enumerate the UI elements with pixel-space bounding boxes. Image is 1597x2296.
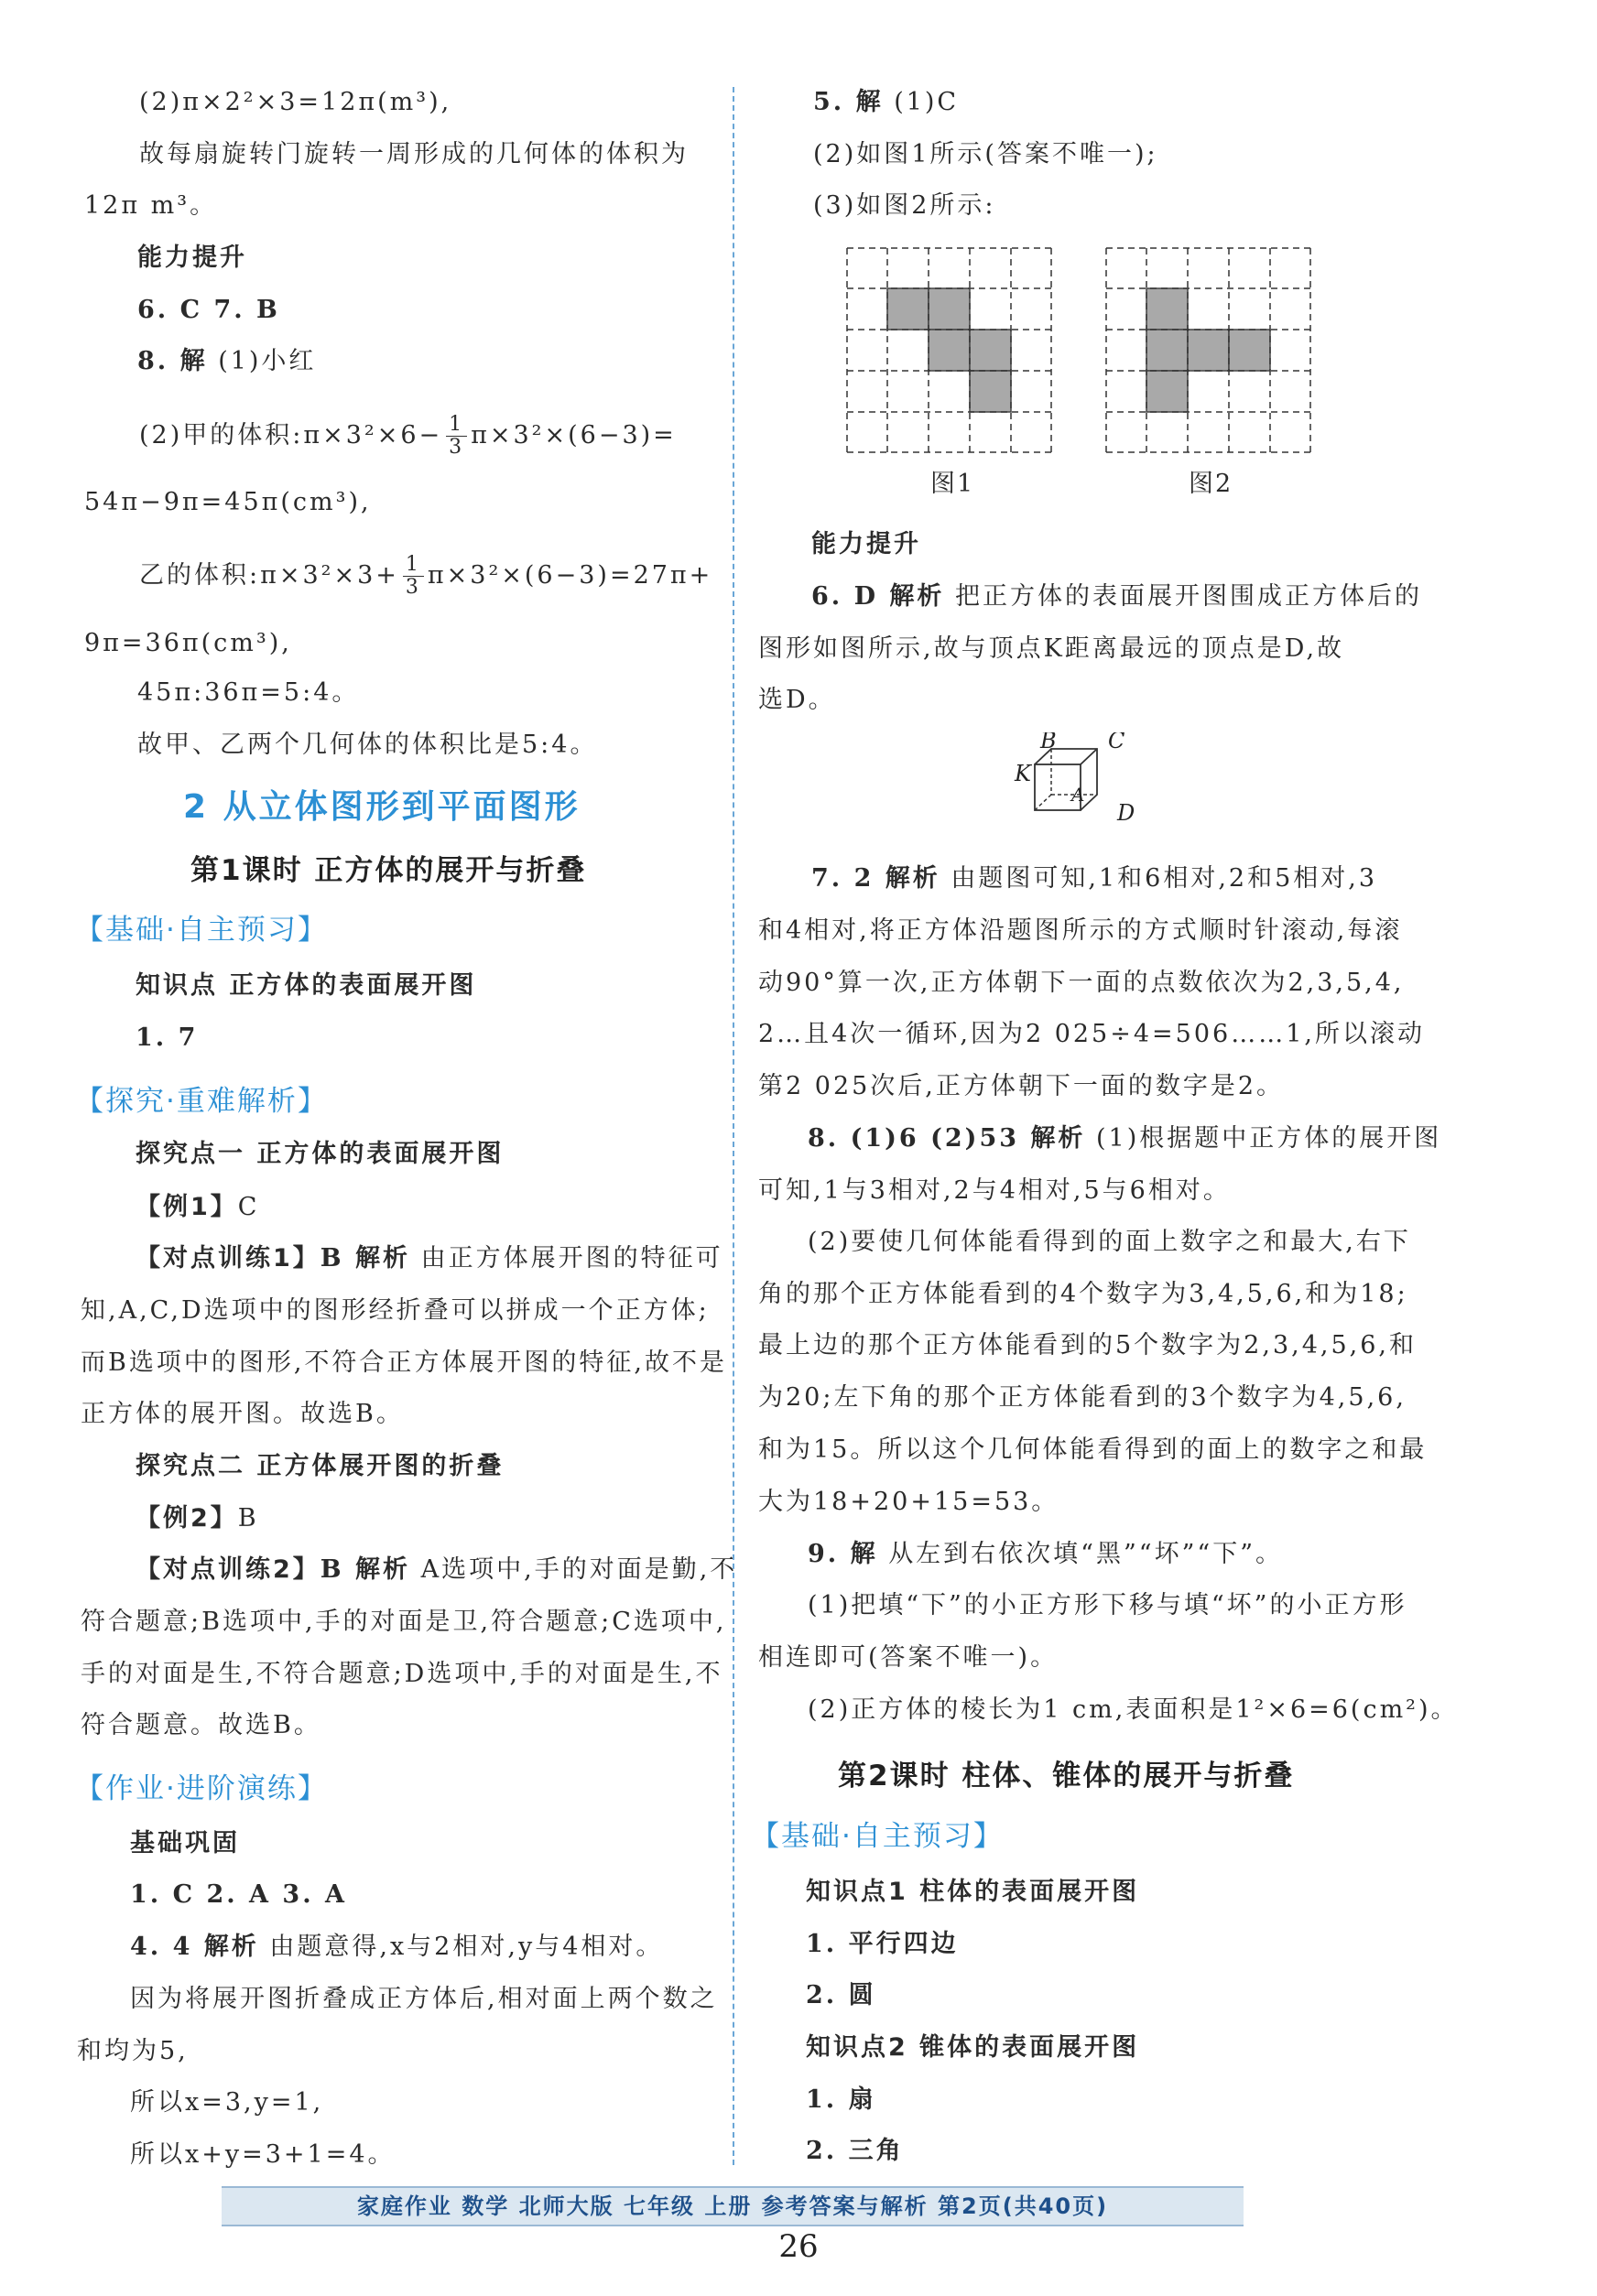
text-line: 符合题意;B选项中,手的对面是卫,符合题意;C选项中, bbox=[81, 1608, 727, 1636]
text-line: 图形如图所示,故与顶点K距离最远的顶点是D,故 bbox=[758, 634, 1345, 663]
shaded-square bbox=[929, 288, 970, 330]
text-line: (2)如图1所示(答案不唯一); bbox=[813, 140, 1158, 168]
shaded-square bbox=[929, 330, 970, 371]
answer-line bbox=[808, 1539, 1283, 1570]
fraction-numerator: 1 bbox=[446, 414, 467, 437]
category-tag: 【基础·自主预习】 bbox=[751, 1820, 1004, 1853]
formula-part: π×3²×(6−3)=27π+ bbox=[427, 561, 713, 590]
text-line: 大为18+20+15=53。 bbox=[758, 1488, 1059, 1516]
answer-text: 由题意得,x与2相对,y与4相对。 bbox=[269, 1933, 664, 1961]
formula-line bbox=[139, 414, 677, 459]
question-number: 5. 解 bbox=[813, 88, 884, 116]
answer-text: 从左到右依次填“黑”“坏”“下”。 bbox=[888, 1540, 1284, 1568]
footer-banner: 家庭作业 数学 北师大版 七年级 上册 参考答案与解析 第2页(共40页) bbox=[222, 2186, 1244, 2226]
answer-line bbox=[808, 1123, 1441, 1154]
text-line: 为20;左下角的那个正方体能看到的3个数字为4,5,6, bbox=[758, 1383, 1407, 1412]
example-answer: B bbox=[237, 1504, 259, 1532]
text-line: 角的那个正方体能看到的4个数字为3,4,5,6,和为18; bbox=[758, 1280, 1408, 1308]
shaded-square bbox=[1146, 288, 1188, 330]
explore-point-title: 探究点二 正方体展开图的折叠 bbox=[136, 1452, 505, 1480]
answer-line: 2. 三角 bbox=[806, 2137, 904, 2165]
training-text: A选项中,手的对面是勤,不 bbox=[420, 1555, 738, 1584]
knowledge-point-title: 知识点1 柱体的表面展开图 bbox=[806, 1878, 1140, 1906]
fraction bbox=[403, 554, 424, 599]
answer-text: 由题图可知,1和6相对,2和5相对,3 bbox=[951, 864, 1378, 893]
shaded-square bbox=[1146, 371, 1188, 412]
subsection-title: 能力提升 bbox=[811, 530, 921, 558]
training-label: 【对点训练2】 bbox=[136, 1555, 320, 1584]
text-line: 动90°算一次,正方体朝下一面的点数依次为2,3,5,4, bbox=[758, 969, 1405, 997]
text-line: (2)要使几何体能看得到的面上数字之和最大,右下 bbox=[808, 1228, 1411, 1256]
question-number: 8. (1)6 (2)53 解析 bbox=[808, 1124, 1086, 1153]
shaded-square bbox=[1146, 330, 1188, 371]
answer-line: 1. 扇 bbox=[806, 2085, 876, 2114]
example-line bbox=[136, 1503, 259, 1534]
shaded-square bbox=[970, 371, 1011, 412]
fraction-numerator: 1 bbox=[403, 554, 424, 577]
category-tag: 【探究·重难解析】 bbox=[75, 1085, 328, 1118]
fraction-denominator: 3 bbox=[449, 436, 465, 459]
shaded-square bbox=[1188, 330, 1229, 371]
formula-part: 乙的体积:π×3²×3+ bbox=[139, 561, 399, 590]
grid-figure-2 bbox=[1105, 247, 1311, 453]
grid-figure-1 bbox=[846, 247, 1052, 453]
text-line: (2)正方体的棱长为1 cm,表面积是1²×6=6(cm²)。 bbox=[808, 1695, 1459, 1724]
column-divider bbox=[733, 87, 734, 2165]
page-number: 26 bbox=[778, 2228, 819, 2265]
answer-line bbox=[811, 863, 1377, 894]
text-line: 所以x=3,y=1, bbox=[130, 2088, 324, 2117]
answer-line bbox=[813, 87, 959, 118]
answer-text: (1)小红 bbox=[218, 347, 317, 375]
subsection-title: 基础巩固 bbox=[130, 1829, 240, 1857]
answer-line: 1. C 2. A 3. A bbox=[130, 1880, 347, 1909]
answer-text: (1)C bbox=[894, 88, 960, 116]
training-line bbox=[136, 1243, 723, 1274]
example-label: 【例2】 bbox=[136, 1504, 238, 1532]
text-line: 选D。 bbox=[758, 686, 836, 714]
text-line: (3)如图2所示: bbox=[813, 191, 996, 220]
text-line: 知,A,C,D选项中的图形经折叠可以拼成一个正方体; bbox=[81, 1296, 710, 1325]
training-answer: B 解析 bbox=[320, 1244, 411, 1273]
fraction bbox=[446, 414, 467, 459]
shaded-square bbox=[970, 330, 1011, 371]
answer-line: 1. 平行四边 bbox=[806, 1930, 959, 1958]
fraction-denominator: 3 bbox=[405, 576, 421, 599]
explore-point-title: 探究点一 正方体的表面展开图 bbox=[136, 1140, 505, 1168]
knowledge-point-title: 知识点 正方体的表面展开图 bbox=[136, 971, 477, 1000]
cube-label-C: C bbox=[1108, 732, 1125, 753]
question-number: 4. 4 解析 bbox=[130, 1933, 259, 1961]
text-line: 和为15。所以这个几何体能看得到的面上的数字之和最 bbox=[758, 1435, 1428, 1464]
text-line: 符合题意。故选B。 bbox=[81, 1711, 321, 1739]
cube-label-B: B bbox=[1040, 732, 1057, 753]
training-line bbox=[136, 1554, 737, 1586]
text-line bbox=[137, 346, 316, 377]
formula-line: 9π=36π(cm³), bbox=[84, 629, 292, 657]
question-number: 6. D 解析 bbox=[811, 582, 945, 611]
text-line: 最上边的那个正方体能看到的5个数字为2,3,4,5,6,和 bbox=[758, 1331, 1417, 1359]
text-line: 正方体的展开图。故选B。 bbox=[81, 1400, 404, 1428]
text-line: 2…且4次一循环,因为2 025÷4=506……1,所以滚动 bbox=[758, 1020, 1425, 1048]
text-line: 和4相对,将正方体沿题图所示的方式顺时针滚动,每滚 bbox=[758, 916, 1403, 945]
cube-figure bbox=[1007, 732, 1145, 833]
text-line: 因为将展开图折叠成正方体后,相对面上两个数之 bbox=[130, 1985, 718, 2013]
knowledge-point-title: 知识点2 锥体的表面展开图 bbox=[806, 2033, 1140, 2062]
text-line: 12π m³。 bbox=[84, 191, 218, 220]
question-number: 8. 解 bbox=[137, 347, 208, 375]
formula-line bbox=[139, 554, 712, 599]
cube-label-D: D bbox=[1117, 800, 1135, 826]
shaded-square bbox=[887, 288, 929, 330]
formula-line: 54π−9π=45π(cm³), bbox=[84, 488, 372, 516]
answer-text: (1)根据题中正方体的展开图 bbox=[1096, 1124, 1442, 1153]
text-line: 而B选项中的图形,不符合正方体展开图的特征,故不是 bbox=[81, 1348, 728, 1377]
text-line: 和均为5, bbox=[77, 2037, 189, 2065]
question-number: 9. 解 bbox=[808, 1540, 878, 1568]
question-number: 7. 2 解析 bbox=[811, 864, 940, 893]
text-line: 手的对面是生,不符合题意;D选项中,手的对面是生,不 bbox=[81, 1660, 723, 1688]
text-line: 故每扇旋转门旋转一周形成的几何体的体积为 bbox=[139, 140, 689, 168]
shaded-square bbox=[1229, 330, 1270, 371]
text-line: 相连即可(答案不唯一)。 bbox=[758, 1643, 1059, 1672]
training-text: 由正方体展开图的特征可 bbox=[420, 1244, 723, 1273]
category-tag: 【基础·自主预习】 bbox=[75, 914, 328, 947]
lesson-title: 第1课时 正方体的展开与折叠 bbox=[190, 854, 587, 887]
text-line: 可知,1与3相对,2与4相对,5与6相对。 bbox=[758, 1176, 1231, 1205]
answer-line: 1. 7 bbox=[136, 1023, 199, 1052]
training-answer: B 解析 bbox=[320, 1555, 411, 1584]
category-tag: 【作业·进阶演练】 bbox=[75, 1772, 328, 1805]
answer-line bbox=[811, 581, 1422, 612]
formula-line: 45π:36π=5:4。 bbox=[137, 678, 360, 707]
answer-line: 6. C 7. B bbox=[137, 296, 280, 324]
formula-part: (2)甲的体积:π×3²×6− bbox=[139, 421, 443, 449]
figure-caption: 图2 bbox=[1189, 470, 1233, 498]
formula-part: π×3²×(6−3)= bbox=[471, 421, 677, 449]
cube-label-K: K bbox=[1015, 761, 1031, 786]
text-line: (2)π×2²×3=12π(m³), bbox=[139, 88, 452, 116]
text-line: 所以x+y=3+1=4。 bbox=[130, 2140, 396, 2169]
example-label: 【例1】 bbox=[136, 1193, 238, 1221]
figure-caption: 图1 bbox=[930, 470, 975, 498]
text-line: 第2 025次后,正方体朝下一面的数字是2。 bbox=[758, 1072, 1285, 1100]
example-answer: C bbox=[237, 1193, 260, 1221]
cube-edge bbox=[1081, 749, 1097, 764]
text-line: (1)把填“下”的小正方形下移与填“坏”的小正方形 bbox=[808, 1591, 1407, 1619]
lesson-title: 第2课时 柱体、锥体的展开与折叠 bbox=[838, 1760, 1295, 1792]
answer-line: 2. 圆 bbox=[806, 1981, 876, 2009]
answer-text: 把正方体的表面展开图围成正方体后的 bbox=[955, 582, 1422, 611]
cube-label-A: A bbox=[1071, 784, 1085, 806]
example-line bbox=[136, 1192, 259, 1223]
answer-line bbox=[130, 1932, 663, 1963]
section-title: 2 从立体图形到平面图形 bbox=[183, 788, 581, 826]
subsection-title: 能力提升 bbox=[137, 244, 247, 272]
training-label: 【对点训练1】 bbox=[136, 1244, 320, 1273]
text-line: 故甲、乙两个几何体的体积比是5:4。 bbox=[137, 731, 598, 759]
